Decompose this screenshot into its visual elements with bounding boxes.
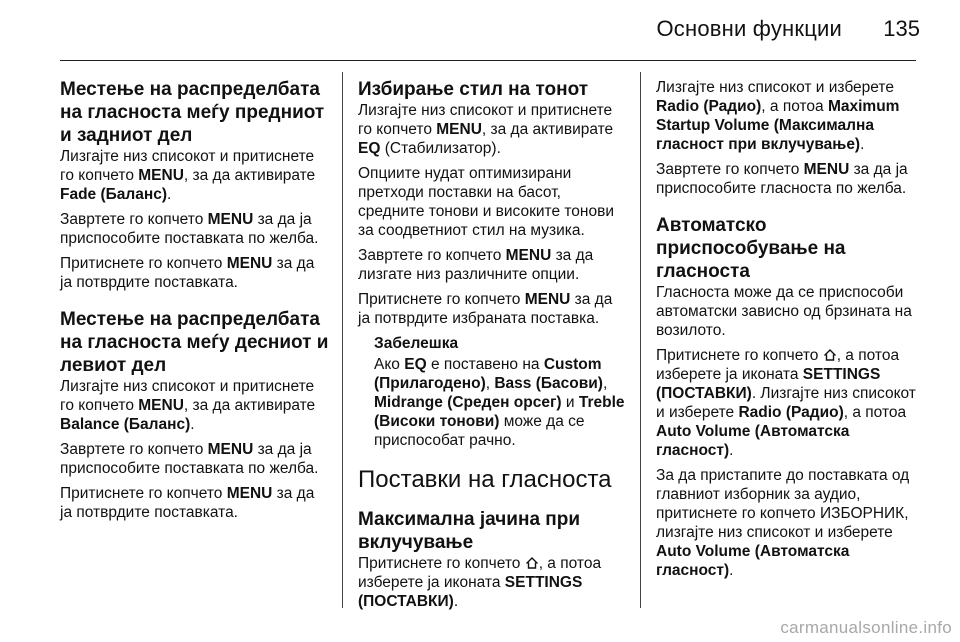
column-divider-2 [640, 72, 641, 608]
column-1 [60, 78, 330, 528]
section-heading-max-startup-volume: Максимална јачина при вклучување [358, 509, 581, 553]
paragraph: Завртете го копчето MENU за да ја приспособите поставката по желба. [60, 441, 319, 477]
paragraph: Притиснете го копчето , а потоа изберете ја иконата SETTINGS (ПОСТАВКИ). [358, 555, 602, 610]
paragraph: Лизгајте низ списокот и притиснете го копчето MENU, за да активирате Fade (Баланс). [60, 148, 316, 203]
paragraph: Гласноста може да се приспособи автоматски зависно од брзината на возилото. [656, 284, 912, 339]
home-icon [525, 556, 539, 570]
page-header-title: Основни функции [656, 16, 842, 41]
paragraph: Опциите нудат оптимизирани претходи поставки на басот, средните тонови и високите тонови за соодветниот стил на музика. [358, 165, 614, 239]
watermark: carmanualsonline.info [780, 618, 952, 637]
paragraph: Притиснете го копчето MENU за да ја потврдите поставката. [60, 255, 315, 291]
section-heading-tone-style: Избирање стил на тонот [358, 79, 589, 100]
note-box [374, 334, 626, 450]
column-divider-1 [342, 72, 343, 608]
paragraph: Лизгајте низ списокот и притиснете го копчето MENU, за да активирате EQ (Стабилизатор). [358, 102, 614, 157]
paragraph: Завртете го копчето MENU за да ја приспособите поставката по желба. [60, 211, 319, 247]
paragraph: Завртете го копчето MENU за да ја приспособите гласноста по желба. [656, 161, 908, 197]
paragraph: Притиснете го копчето , а потоа изберете ја иконата SETTINGS (ПОСТАВКИ). Лизгајте низ списокот и изберете Radio (Радио), а потоа Auto Volume (Автоматска гласност). [656, 347, 916, 459]
home-icon [823, 348, 837, 362]
section-heading-fade: Местење на распределбата на гласноста меѓу предниот и задниот дел [60, 79, 325, 146]
paragraph: За да пристапите до поставката од главниот изборник за аудио, притиснете го копчето ИЗБОРНИК, лизгајте низ списокот и изберете Auto Volume (Автоматска гласност). [656, 467, 910, 579]
section-heading-balance: Местење на распределбата на гласноста меѓу десниот и левиот дел [60, 309, 329, 376]
paragraph: Притиснете го копчето MENU за да ја потврдите поставката. [60, 485, 315, 521]
column-3 [656, 78, 922, 586]
main-heading-volume-settings: Поставки на гласноста [358, 466, 612, 493]
note-title: Забелешка [374, 335, 459, 352]
paragraph: Лизгајте низ списокот и притиснете го копчето MENU, за да активирате Balance (Баланс). [60, 378, 316, 433]
paragraph: Притиснете го копчето MENU за да ја потврдите избраната поставка. [358, 291, 613, 327]
column-2 [358, 78, 626, 617]
paragraph: Лизгајте низ списокот и изберете Radio (Радио), а потоа Maximum Startup Volume (Максимална гласност при вклучување). [656, 79, 900, 153]
paragraph: Завртете го копчето MENU за да лизгате низ различните опции. [358, 247, 594, 283]
note-text: Ако EQ е поставено на Custom (Прилагодено), Bass (Басови), Midrange (Среден орсег) и Treble (Високи тонови) може да се приспособат рачно. [374, 356, 625, 449]
section-heading-auto-volume: Автоматско приспособување на гласноста [656, 215, 846, 282]
page-number: 135 [883, 16, 920, 41]
header-rule [60, 60, 916, 61]
